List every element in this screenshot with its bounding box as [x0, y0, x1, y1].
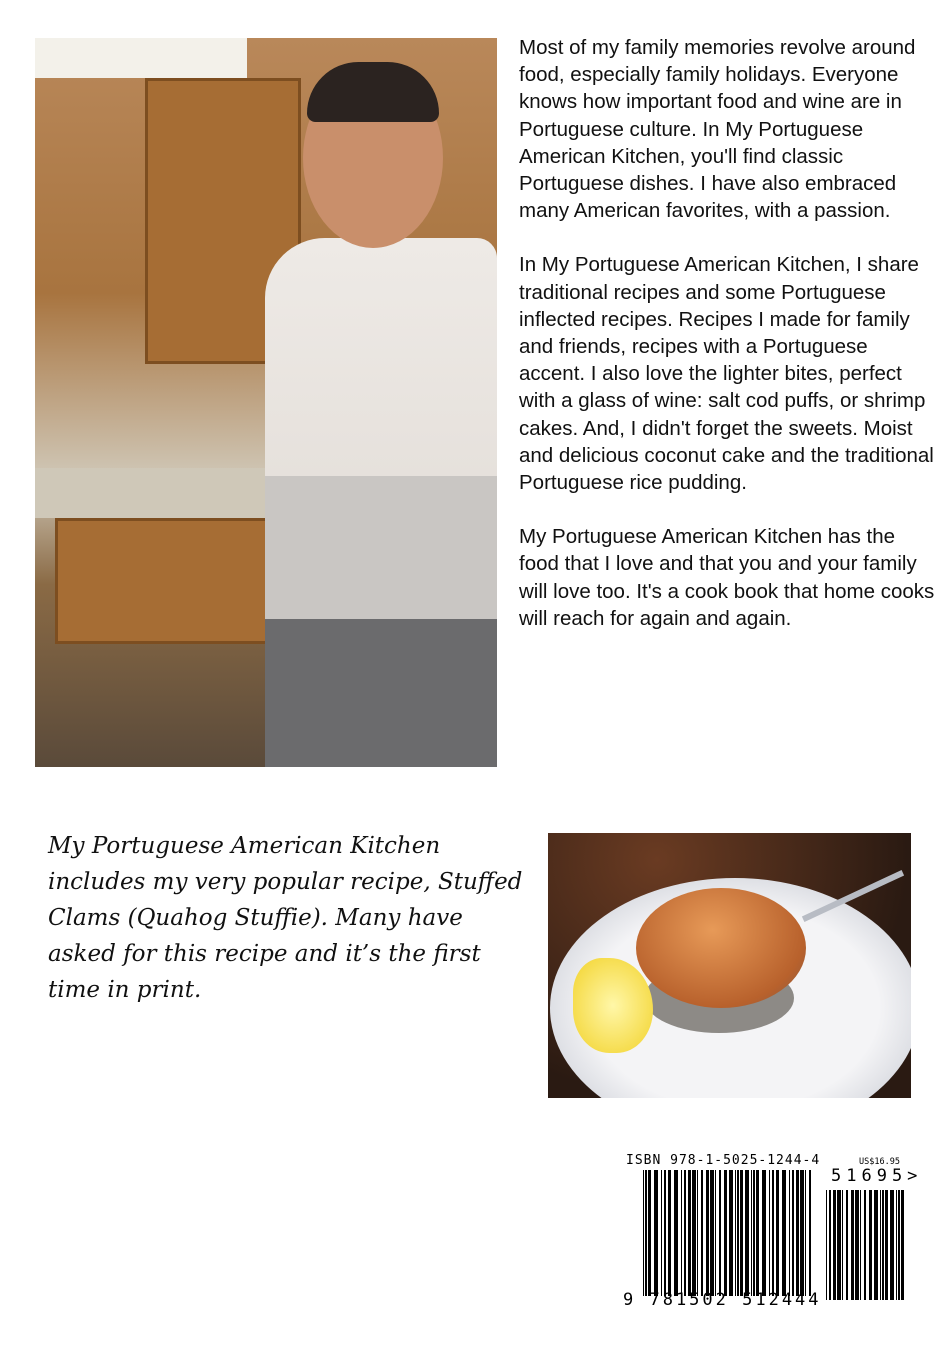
description-paragraph: Most of my family memories revolve around food, especially family holidays. Everyone knows how important food and wine are in Portuguese culture. In My Portuguese American Kitchen, you'll find classic Portuguese dishes. I have also embraced many American favorites, with a passion. — [519, 36, 916, 223]
barcode-bar — [855, 1190, 859, 1300]
barcode-bar — [751, 1170, 752, 1296]
barcode-bar — [869, 1190, 872, 1300]
isbn-label: ISBN 978-1-5025-1244-4 — [626, 1153, 821, 1168]
barcode-bar — [648, 1170, 651, 1296]
barcode-bar — [681, 1170, 682, 1296]
barcode-bar — [829, 1190, 831, 1300]
barcode-bar — [833, 1190, 836, 1300]
barcode-bar — [674, 1170, 678, 1296]
barcode-bar — [890, 1190, 894, 1300]
stuffed-clam — [636, 888, 806, 1008]
barcode-bar — [864, 1190, 866, 1300]
barcode-bar — [645, 1170, 647, 1296]
barcode-bar — [756, 1170, 759, 1296]
barcode-bar — [772, 1170, 774, 1296]
barcode-bar — [735, 1170, 736, 1296]
barcode-bar — [792, 1170, 794, 1296]
author-hair — [307, 62, 439, 122]
barcode-bar — [643, 1170, 644, 1296]
barcode-bar — [729, 1170, 733, 1296]
barcode-bar — [851, 1190, 854, 1300]
barcode-bar — [737, 1170, 739, 1296]
counter — [35, 468, 265, 518]
barcode-bar — [753, 1170, 755, 1296]
barcode-bar — [661, 1170, 662, 1296]
description-paragraph: My Portuguese American Kitchen has the food that I love and that you and your family will love too. It's a cook book that home cooks will reach for again and again. — [519, 525, 935, 630]
barcode-bar — [885, 1190, 888, 1300]
barcode-bar — [842, 1190, 843, 1300]
isbn-barcode — [623, 1150, 923, 1310]
barcode-bar — [860, 1190, 861, 1300]
author-shirt — [265, 238, 497, 767]
lower-cabinet — [55, 518, 271, 644]
barcode-bar — [874, 1190, 878, 1300]
barcode-bar — [724, 1170, 727, 1296]
addon-digits: 51695> — [831, 1166, 923, 1186]
description — [519, 34, 939, 659]
barcode-bar — [837, 1190, 841, 1300]
barcode-bar — [826, 1190, 827, 1300]
stuffed-clams-blurb: My Portuguese American Kitchen includes my very popular recipe, Stuffed Clams (Quahog Stuffie). Many have asked for this recipe and it’s the first time in print. — [48, 833, 523, 1003]
barcode-bar — [896, 1190, 897, 1300]
barcode-bar — [701, 1170, 703, 1296]
addon-bars — [826, 1190, 910, 1300]
barcode-bar — [782, 1170, 786, 1296]
barcode-bar — [664, 1170, 666, 1296]
barcode-bar — [769, 1170, 770, 1296]
barcode-bar — [740, 1170, 743, 1296]
barcode-bar — [715, 1170, 716, 1296]
barcode-bar — [654, 1170, 658, 1296]
ean-bars — [643, 1170, 813, 1296]
barcode-bar — [688, 1170, 691, 1296]
barcode-bar — [805, 1170, 806, 1296]
barcode-bar — [776, 1170, 779, 1296]
barcode-bar — [762, 1170, 766, 1296]
barcode-bar — [719, 1170, 721, 1296]
description-paragraph: In My Portuguese American Kitchen, I share traditional recipes and some Portuguese inflected recipes. Recipes I made for family and friends, recipes with a Portuguese accent. I also love the lighter bites, perfect with a glass of wine: salt cod puffs, or shrimp cakes. And, I didn't forget the sweets. Moist and delicious coconut cake and the traditional Portuguese rice pudding. — [519, 253, 934, 495]
range-hood — [35, 38, 247, 78]
barcode-bar — [684, 1170, 686, 1296]
barcode-bar — [697, 1170, 698, 1296]
barcode-bar — [796, 1170, 799, 1296]
stuffed-clam-photo — [548, 833, 911, 1098]
barcode-bar — [692, 1170, 696, 1296]
barcode-bar — [668, 1170, 671, 1296]
barcode-bar — [800, 1170, 804, 1296]
author-photo — [35, 38, 497, 767]
barcode-bar — [898, 1190, 900, 1300]
ean-digits: 9 781502 512444 — [623, 1290, 822, 1310]
price-label: US$16.95 — [859, 1157, 900, 1167]
barcode-bar — [710, 1170, 714, 1296]
barcode-bar — [901, 1190, 904, 1300]
barcode-bar — [846, 1190, 848, 1300]
barcode-bar — [789, 1170, 790, 1296]
barcode-bar — [809, 1170, 811, 1296]
barcode-bar — [880, 1190, 881, 1300]
barcode-bar — [882, 1190, 884, 1300]
barcode-bar — [745, 1170, 749, 1296]
barcode-bar — [706, 1170, 709, 1296]
